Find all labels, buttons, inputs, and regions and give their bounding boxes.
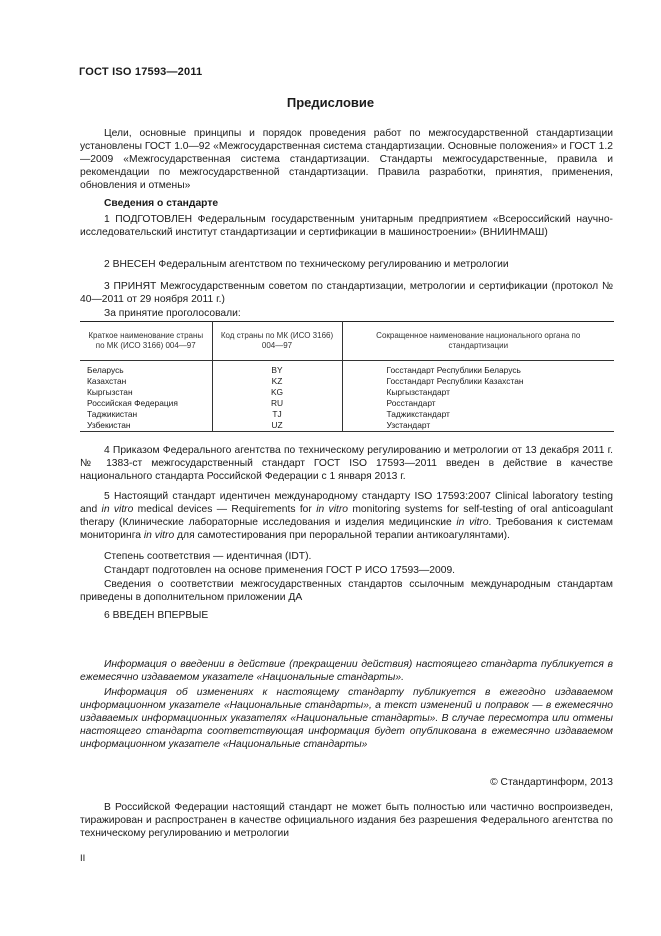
country-code: RU — [212, 398, 342, 409]
country-code: UZ — [212, 420, 342, 432]
national-body: Госстандарт Республики Казахстан — [342, 376, 614, 387]
item5-text-g: . Требования к системам мониторинга — [80, 517, 614, 542]
country-name: Узбекистан — [80, 420, 212, 432]
copyright: © Стандартинформ, 2013 — [490, 777, 613, 788]
country-name: Казахстан — [80, 376, 212, 387]
item-3-adopted: 3 ПРИНЯТ Межгосударственным советом по стандартизации, метрологии и сертификации (протокол № 40—2011 от 29 ноября 2011 г.) — [80, 281, 613, 306]
voting-countries-table — [80, 321, 614, 432]
table-header-row — [80, 322, 614, 361]
table-row — [80, 420, 614, 432]
header-country-name: Краткое наименование страны по МК (ИСО 3166) 004—97 — [80, 322, 212, 361]
country-name: Беларусь — [80, 361, 212, 377]
item-2-submitted: 2 ВНЕСЕН Федеральным агентством по техническому регулированию и метрологии — [104, 259, 509, 270]
degree-of-conformity: Степень соответствия — идентичная (IDT). — [104, 551, 312, 562]
document-code-header: ГОСТ ISO 17593—2011 — [79, 66, 203, 78]
info-notice-1: Информация о введении в действие (прекращении действия) настоящего стандарта публикуется в ежемесячно издаваемом указателе «Национальные стандарты». — [80, 659, 613, 684]
info-notice-2: Информация об изменениях к настоящему стандарту публикуется в ежегодно издаваемом информационном указателе «Национальные стандарты», а текст изменений и поправок — в ежемесячно издаваемых информационных указателях «Национальные стандарты». В случае пересмотра или отмены настоящего стандарта соответствующая информация будет опубликована в ежемесячно издаваемом информационном указателе «Национальные стандарты» — [80, 687, 613, 751]
table-row — [80, 398, 614, 409]
page-title: Предисловие — [286, 95, 375, 110]
item-5-identical — [80, 490, 613, 542]
national-body: Росстандарт — [342, 398, 614, 409]
references-note: Сведения о соответствии межгосударственных стандартов ссылочным международным стандартам приведены в дополнительном приложении ДА — [80, 579, 613, 604]
vote-intro: За принятие проголосовали: — [104, 308, 241, 319]
country-code: TJ — [212, 409, 342, 420]
page-number: II — [80, 853, 86, 864]
table-row — [80, 409, 614, 420]
country-code: KG — [212, 387, 342, 398]
item5-text-e: monitoring systems for self-testing of oral anticoagulant therapy (Клинические лабораторные исследования и изделия медицинские — [80, 504, 614, 529]
item5-text-i: для самотестирования при пероральной терапии антикоагулянтами). — [174, 530, 510, 542]
country-name: Таджикистан — [80, 409, 212, 420]
intro-paragraph: Цели, основные принципы и порядок проведения работ по межгосударственной стандартизации установлены ГОСТ 1.0—92 «Межгосударственная система стандартизации. Основные положения» и ГОСТ 1.2—2009 «Межгосударственная система стандартизации. Стандарты межгосударственные, правила и рекомендации по межгосударственной стандартизации. Правила разработки, принятия, применения, обновления и отмены» — [80, 128, 613, 192]
national-body: Госстандарт Республики Беларусь — [342, 361, 614, 377]
item-6-introduced: 6 ВВЕДЕН ВПЕРВЫЕ — [104, 610, 209, 621]
item5-text-c: medical devices — Requirements for — [133, 504, 317, 516]
header-country-code: Код страны по МК (ИСО 3166) 004—97 — [212, 322, 342, 361]
item-4-order: 4 Приказом Федерального агентства по техническому регулированию и метрологии от 13 декабря 2011 г. № 1383-ст межгосударственный стандарт ГОСТ ISO 17593—2011 введен в действие в качестве национального стандарта Российской Федерации с 1 января 2013 г. — [80, 445, 613, 483]
item5-text-a: 5 Настоящий стандарт идентичен международному стандарту ISO 17593:2007 Clinical laboratory testing and — [80, 491, 613, 516]
prepared-basis: Стандарт подготовлен на основе применения ГОСТ Р ИСО 17593—2009. — [104, 565, 456, 576]
country-code: KZ — [212, 376, 342, 387]
country-name: Кыргызстан — [80, 387, 212, 398]
in-vitro-term: in vitro — [143, 530, 175, 542]
header-national-body: Сокращенное наименование национального органа по стандартизации — [342, 322, 614, 361]
table-row — [80, 361, 614, 377]
country-code: BY — [212, 361, 342, 377]
in-vitro-term: in vitro — [101, 504, 134, 516]
table-row — [80, 376, 614, 387]
in-vitro-term: in vitro — [316, 504, 348, 516]
section-heading: Сведения о стандарте — [104, 198, 219, 209]
rights-statement: В Российской Федерации настоящий стандарт не может быть полностью или частично воспроизведен, тиражирован и распространен в качестве официального издания без разрешения Федерального агентства по техническому регулированию и метрологии — [80, 802, 613, 840]
national-body: Узстандарт — [342, 420, 614, 432]
national-body: Кыргызстандарт — [342, 387, 614, 398]
table-row — [80, 387, 614, 398]
in-vitro-term: in vitro — [456, 517, 489, 529]
national-body: Таджикстандарт — [342, 409, 614, 420]
country-name: Российская Федерация — [80, 398, 212, 409]
item-1-prepared: 1 ПОДГОТОВЛЕН Федеральным государственным унитарным предприятием «Всероссийский научно-исследовательский институт стандартизации и сертификации в машиностроении» (ВНИИНМАШ) — [80, 214, 613, 239]
